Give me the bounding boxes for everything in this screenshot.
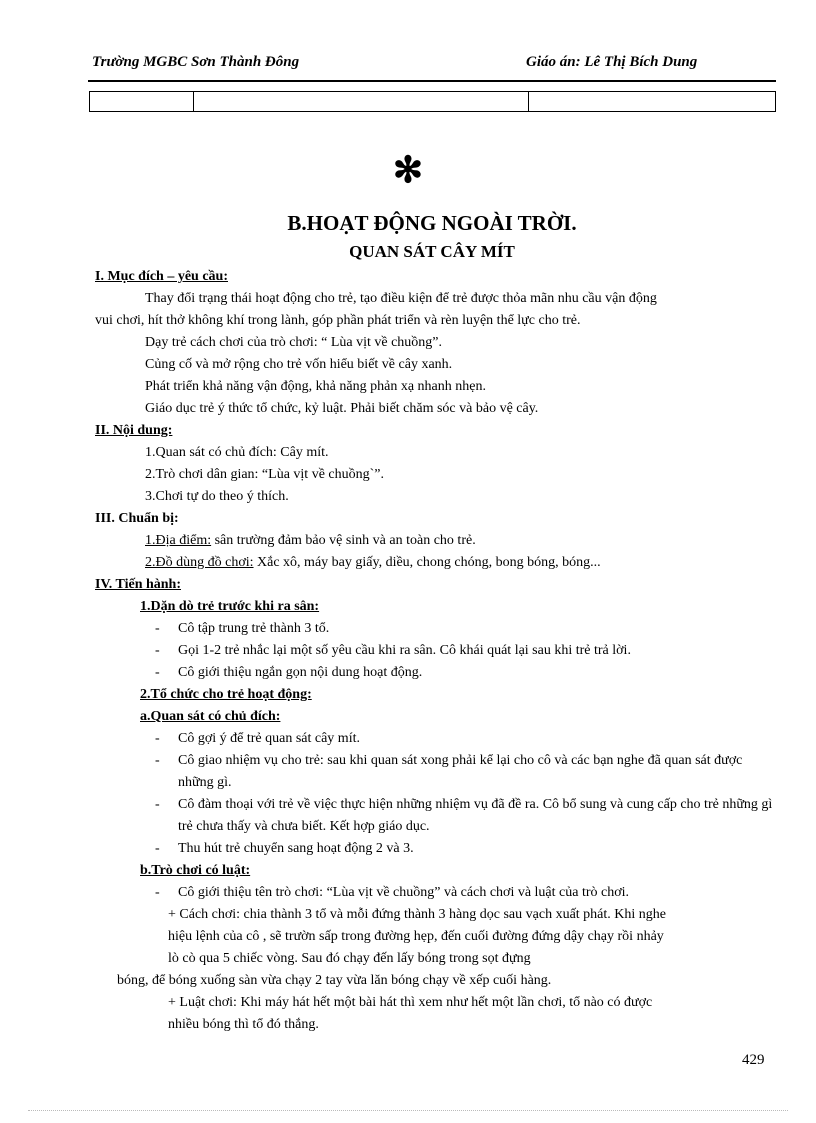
location-label: 1.Địa điểm: xyxy=(145,533,212,548)
header-rule xyxy=(88,80,776,82)
list-item xyxy=(95,552,775,574)
tools-text: Xắc xô, máy bay giấy, diều, chong chóng, bong bóng, bóng... xyxy=(253,555,601,570)
list-item: - Cô đàm thoại với trẻ về việc thực hiện những nhiệm vụ đã đề ra. Cô bổ sung và cung cấp cho trẻ những gì trẻ chưa thấy và chưa biết. Kết hợp giáo dục. xyxy=(95,794,775,838)
subheading: 1.Dặn dò trẻ trước khi ra sân: xyxy=(140,599,320,614)
page-number: 429 xyxy=(742,1052,765,1068)
subheading: 2.Tổ chức cho trẻ hoạt động: xyxy=(140,687,312,702)
header-table-remnant xyxy=(89,91,776,112)
section-heading-4: IV. Tiến hành: xyxy=(95,577,181,592)
paragraph: vui chơi, hít thở không khí trong lành, góp phần phát triển và rèn luyện thể lực cho trẻ. xyxy=(95,313,581,328)
subheading: a.Quan sát có chủ đích: xyxy=(140,709,281,724)
page-bottom-rule xyxy=(28,1110,788,1111)
paragraph: + Cách chơi: chia thành 3 tổ và mỗi đứng thành 3 hàng dọc sau vạch xuất phát. Khi nghe xyxy=(168,907,666,922)
section-heading-1: I. Mục đích – yêu cầu: xyxy=(95,269,228,284)
list-item: - Cô giới thiệu tên trò chơi: “Lùa vịt về chuồng” và cách chơi và luật của trò chơi. xyxy=(95,882,775,904)
list-item xyxy=(95,530,775,552)
table-divider-2 xyxy=(528,92,529,111)
list-item: - Cô giao nhiệm vụ cho trẻ: sau khi quan sát xong phải kể lại cho cô và các bạn nghe đã quan sát được những gì. xyxy=(95,750,775,794)
paragraph: Củng cố và mở rộng cho trẻ vốn hiểu biết về cây xanh. xyxy=(145,357,453,372)
document-body xyxy=(95,266,775,1036)
section-heading-2: II. Nội dung: xyxy=(95,423,173,438)
paragraph: Giáo dục trẻ ý thức tổ chức, kỷ luật. Phải biết chăm sóc và bảo vệ cây. xyxy=(145,401,539,416)
asterism-icon: ✻ xyxy=(392,150,424,190)
list-item: - Cô giới thiệu ngắn gọn nội dung hoạt động. xyxy=(95,662,775,684)
list-item: 2.Trò chơi dân gian: “Lùa vịt về chuồng`”. xyxy=(145,467,384,482)
location-text: sân trường đảm bảo vệ sinh và an toàn cho trẻ. xyxy=(211,533,476,548)
paragraph: hiệu lệnh của cô , sẽ trườn sấp trong đường hẹp, đến cuối đường đứng dậy chạy rồi nhảy xyxy=(168,929,664,944)
paragraph: bóng, để bóng xuống sàn vừa chạy 2 tay vừa lăn bóng chạy về xếp cuối hàng. xyxy=(117,973,552,988)
paragraph: lò cò qua 5 chiếc vòng. Sau đó chạy đến lấy bóng trong sọt đựng xyxy=(168,951,531,966)
list-item: - Thu hút trẻ chuyển sang hoạt động 2 và 3. xyxy=(95,838,775,860)
lesson-title: QUAN SÁT CÂY MÍT xyxy=(349,242,515,261)
paragraph: nhiều bóng thì tổ đó thắng. xyxy=(168,1017,319,1032)
paragraph: Thay đổi trạng thái hoạt động cho trẻ, tạo điều kiện để trẻ được thỏa mãn nhu cầu vận động xyxy=(145,291,657,306)
list-item: 1.Quan sát có chủ đích: Cây mít. xyxy=(145,445,329,460)
paragraph: + Luật chơi: Khi máy hát hết một bài hát thì xem như hết một lần chơi, tổ nào có được xyxy=(168,995,653,1010)
tools-label: 2.Đồ dùng đồ chơi: xyxy=(145,555,254,570)
paragraph: Dạy trẻ cách chơi của trò chơi: “ Lùa vịt về chuồng”. xyxy=(145,335,443,350)
paragraph: Phát triển khả năng vận động, khả năng phản xạ nhanh nhẹn. xyxy=(145,379,486,394)
teacher-name: Giáo án: Lê Thị Bích Dung xyxy=(526,54,698,70)
subheading: b.Trò chơi có luật: xyxy=(140,863,251,878)
list-item: - Gọi 1-2 trẻ nhắc lại một số yêu cầu khi ra sân. Cô khái quát lại sau khi trẻ trả lời. xyxy=(95,640,775,662)
list-item: - Cô tập trung trẻ thành 3 tổ. xyxy=(95,618,775,640)
list-item: - Cô gợi ý để trẻ quan sát cây mít. xyxy=(95,728,775,750)
table-divider-1 xyxy=(193,92,194,111)
school-name: Trường MGBC Sơn Thành Đông xyxy=(92,54,300,70)
section-heading-3: III. Chuẩn bị: xyxy=(95,511,179,526)
section-title: B.HOẠT ĐỘNG NGOÀI TRỜI. xyxy=(287,211,577,235)
list-item: 3.Chơi tự do theo ý thích. xyxy=(145,489,289,504)
